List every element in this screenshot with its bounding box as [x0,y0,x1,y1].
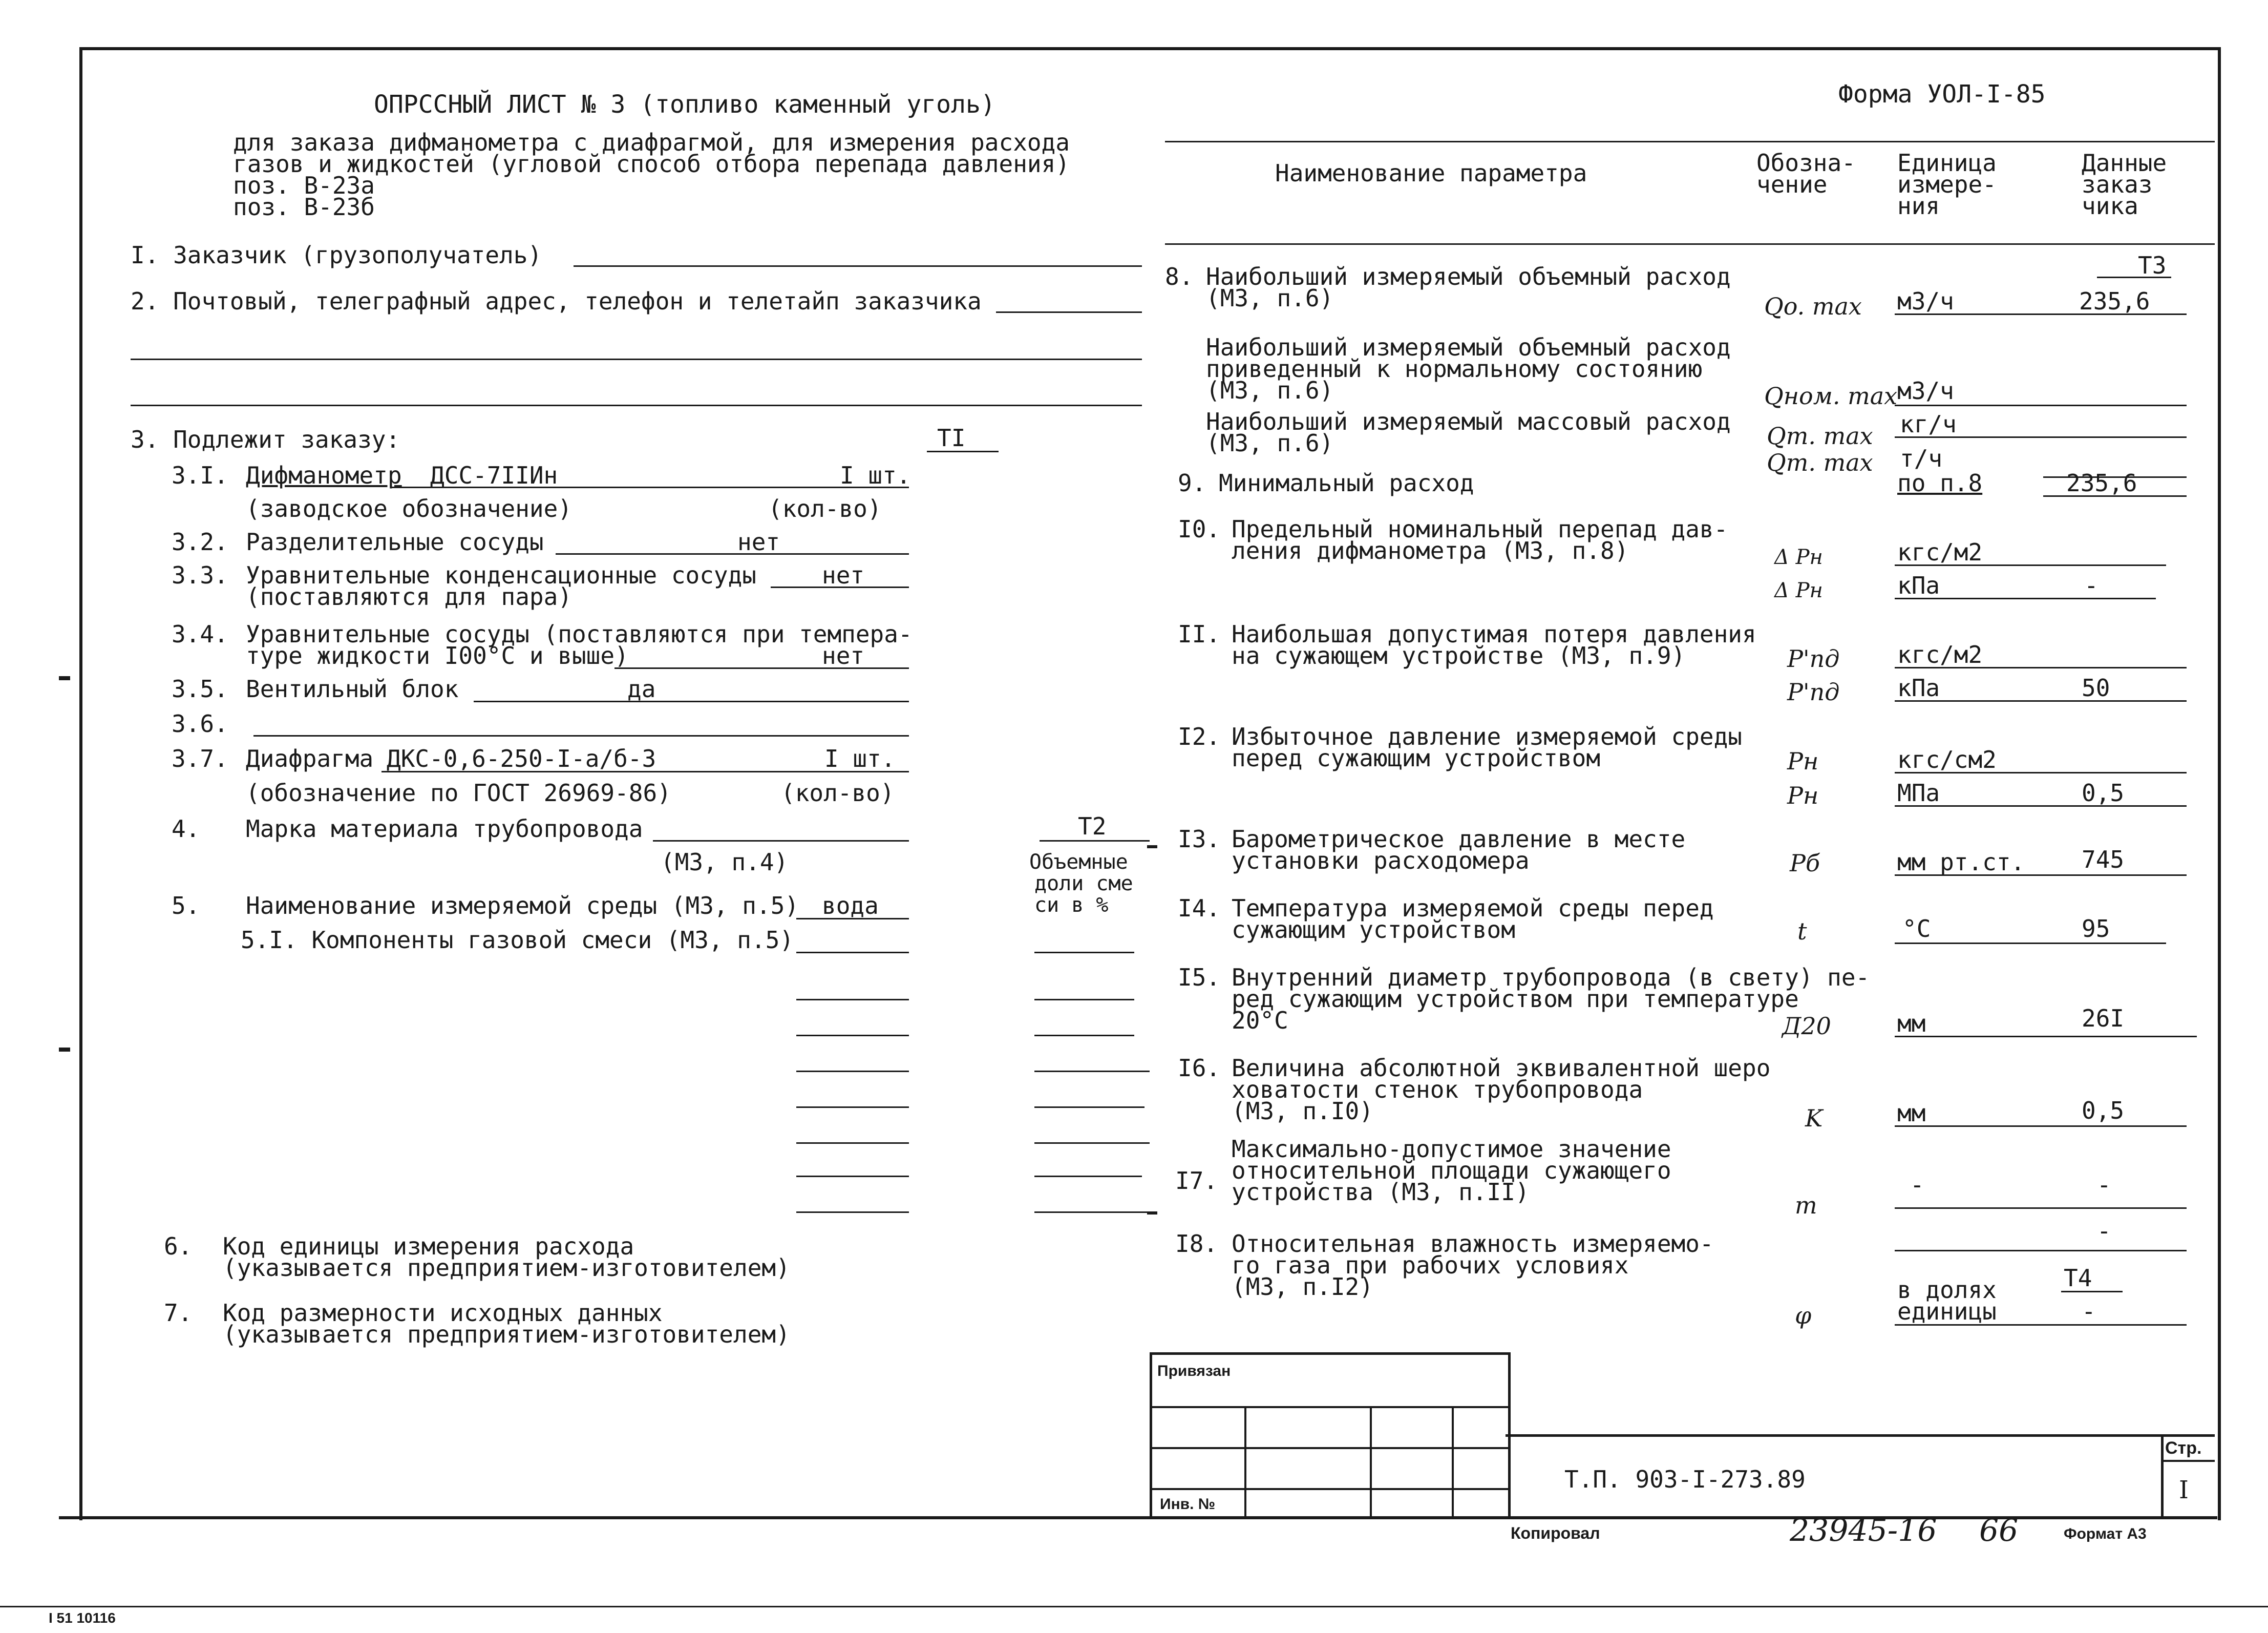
row-16-label-2: ховатости стенок трубопровода [1232,1076,1643,1103]
binding-label: Привязан [1157,1363,1231,1379]
intro-line-1: для заказа дифманометра с диафрагмой, для измерения расхода [233,129,1070,156]
intro-line-3: поз. В-23а [233,172,375,199]
item-3-3-label-1: Уравнительные конденсационные сосуды [246,561,756,589]
row-15-value[interactable]: 26I [2082,1004,2125,1032]
item-4-ref: (МЗ, п.4) [661,848,789,876]
item-3-5-num: 3.5. [172,675,228,703]
row-12-num: I2. [1178,723,1221,750]
header-data-2: заказ [2082,171,2153,198]
header-unit-3: ния [1897,192,1940,220]
item-4-field[interactable] [653,840,909,842]
row-11-symbol-1: P'пд [1787,645,1840,673]
row-15-label-2: ред сужающим устройством при температуре [1232,985,1799,1013]
item-1-field[interactable] [574,265,1142,267]
t3-underline [2097,277,2171,278]
item-5-label: Наименование измеряемой среды (МЗ, п.5) [246,892,799,919]
inventory-label: Инв. № [1160,1496,1216,1513]
row-10-unit-2: кПа [1897,572,1940,599]
item-6-num: 6. [164,1232,193,1260]
row-16-label-1: Величина абсолютной эквивалентной шеро [1232,1054,1771,1082]
t1-underline [927,451,999,452]
item-2-field[interactable] [996,311,1142,313]
item-7-label-1: Код размерности исходных данных [223,1299,663,1327]
item-3-1-value[interactable]: ДСС-7IIИн [430,462,558,489]
row-12-value-2[interactable]: 0,5 [2082,779,2125,807]
item-3-5-underline [474,701,909,702]
t2-marker: Т2 [1078,812,1107,840]
footer-code: I 51 10116 [49,1610,116,1626]
row-17-num: I7. [1175,1167,1218,1195]
row-10-symbol-2: Δ Pн [1774,579,1823,602]
row-17-underline [1895,1207,2187,1209]
item-3-7-underline [381,771,909,772]
row-15-label-3: 20°С [1232,1007,1288,1034]
row-15-symbol: Д20 [1782,1012,1831,1040]
item-7-label-2: (указывается предприятием-изготовителем) [223,1321,790,1348]
row-18-label-1: Относительная влажность измеряемо- [1232,1230,1714,1258]
header-data-3: чика [2082,192,2138,220]
item-5-underline [796,918,909,919]
row-10-underline-2 [1895,598,2156,599]
row-10-field-1[interactable] [1895,564,2166,566]
item-3-6-num: 3.6. [172,710,228,738]
header-param: Наименование параметра [1275,159,1587,187]
row-9-underline [2043,495,2187,497]
gas-fraction-field[interactable] [1034,1142,1150,1144]
header-data-1: Данные [2082,149,2167,177]
title-block-top [1506,1434,2215,1437]
row-17-value[interactable]: - [2097,1171,2111,1199]
row-8-label-2: (МЗ, п.6) [1206,284,1334,312]
t2-underline [1040,840,1150,842]
row-11-value-2[interactable]: 50 [2082,674,2110,702]
item-3-2-value[interactable]: нет [737,528,780,556]
row-8-num: 8. [1165,263,1194,290]
row-16-unit: мм [1897,1099,1926,1127]
row-17-unit: - [1910,1171,1924,1199]
row-18-unit-1: в долях [1897,1276,1997,1304]
row-11-num: II. [1178,620,1221,648]
row-15-unit: мм [1897,1010,1926,1037]
row-8-value[interactable]: 235,6 [2079,287,2150,315]
row-14-value[interactable]: 95 [2082,915,2110,943]
row-8b-label-3: (МЗ, п.6) [1206,376,1334,404]
row-18-rule [1895,1250,2187,1251]
item-3-3-label-2: (поставляются для пара) [246,583,572,611]
item-3-2-label: Разделительные сосуды [246,528,544,556]
page-label: Стр. [2165,1438,2202,1458]
row-10-symbol-1: Δ Pн [1774,546,1823,569]
row-13-underline [1895,874,2187,876]
row-15-underline [1895,1036,2197,1037]
row-9-num: 9. [1178,469,1206,497]
gas-component-field[interactable] [796,1035,909,1036]
gas-component-field[interactable] [796,999,909,1000]
row-18-label-3: (МЗ, п.I2) [1232,1273,1373,1301]
item-3-7-label: Диафрагма [246,745,374,772]
item-3-4-underline [614,667,909,669]
row-12-label-1: Избыточное давление измеряемой среды [1232,723,1742,750]
footer-rule [0,1606,2268,1607]
item-3-1-num: 3.I. [172,462,228,489]
document-number: Т.П. 903-I-273.89 [1564,1465,1806,1493]
item-1-label: I. Заказчик (грузополучатель) [131,241,542,269]
row-13-num: I3. [1178,825,1221,853]
row-11-field-1[interactable] [1895,667,2187,668]
row-10-label-1: Предельный номинальный перепад дав- [1232,515,1728,543]
item-3-5-label: Вентильный блок [246,675,459,703]
row-14-label-2: сужающим устройством [1232,916,1515,944]
t3-marker: Т3 [2138,252,2167,279]
table-header-rule [1165,243,2215,245]
stamp-divider [1370,1406,1372,1516]
item-6-label-2: (указывается предприятием-изготовителем) [223,1254,790,1282]
row-16-num: I6. [1178,1054,1221,1082]
row-12-unit-2: МПа [1897,779,1940,807]
item-2-field-line-2[interactable] [131,359,1142,360]
intro-line-4: поз. В-23б [233,193,375,221]
gas-component-field[interactable] [796,1071,909,1072]
item-2-field-line-3[interactable] [131,405,1142,406]
item-3-3-underline [771,587,909,588]
item-4-num: 4. [172,815,200,843]
item-3-label: 3. Подлежит заказу: [131,426,400,453]
row-10-num: I0. [1178,515,1221,543]
edge-mark [59,1048,70,1052]
row-16-label-3: (МЗ, п.I0) [1232,1097,1373,1125]
item-3-1-sub-b: (кол-во) [768,495,882,522]
t4-marker: Т4 [2064,1264,2092,1292]
row-8c-unit-1: кг/ч [1900,410,1957,438]
row-18-symbol: φ [1795,1302,1812,1329]
row-12-symbol-2: Pн [1787,782,1819,809]
row-8b-field[interactable] [1895,405,2187,406]
row-11-underline-2 [1895,700,2187,702]
row-14-underline [1895,943,2166,944]
header-unit-1: Единица [1897,149,1997,177]
row-8b-unit: м3/ч [1897,377,1954,405]
row-9-label: Минимальный расход [1219,469,1474,497]
item-3-4-num: 3.4. [172,620,228,648]
row-8b-label-1: Наибольший измеряемый объемный расход [1206,333,1731,361]
item-3-6-field[interactable] [253,735,909,737]
row-8c-label-1: Наибольший измеряемый массовый расход [1206,408,1731,435]
row-8c-unit-2: т/ч [1900,445,1943,472]
gas-fraction-field[interactable] [1034,1176,1142,1177]
row-16-value[interactable]: 0,5 [2082,1097,2125,1124]
stamp-divider [1452,1406,1454,1516]
gas-fraction-field[interactable] [1034,952,1134,953]
header-unit-2: измере- [1897,171,1997,198]
row-8-symbol: Qo. max [1764,292,1862,320]
row-8c-symbol-1: Qm. max [1767,422,1873,450]
row-14-unit: °С [1902,915,1931,943]
item-3-7-sub-b: (кол-во) [781,779,895,807]
row-12-unit-1: кгс/см2 [1897,746,1997,773]
row-15-label-1: Внутренний диаметр трубопровода (в свету) пе- [1232,964,1870,991]
form-title: ОПРССНЫЙ ЛИСТ № 3 (топливо каменный уголь) [374,90,995,119]
item-6-label-1: Код единицы измерения расхода [223,1232,634,1260]
item-3-1-sub-a: (заводское обозначение) [246,495,572,522]
edge-mark [1147,845,1157,848]
item-3-5-value[interactable]: да [627,675,656,703]
item-3-7-num: 3.7. [172,745,228,772]
page-box-rule [2161,1460,2215,1462]
row-18-underline [1895,1324,2187,1326]
row-16-underline [1895,1125,2187,1127]
row-8-unit: м3/ч [1897,287,1954,315]
edge-mark [59,676,70,680]
gas-fraction-field[interactable] [1034,999,1134,1000]
item-3-3-num: 3.3. [172,561,228,589]
row-17-label-3: устройства (МЗ, п.II) [1232,1178,1530,1206]
gas-component-field[interactable] [796,952,909,953]
copied-label: Копировал [1511,1524,1600,1542]
page-number: I [2179,1476,2189,1504]
row-12-underline-2 [1895,805,2187,807]
row-11-unit-2: кПа [1897,674,1940,702]
row-17-symbol: m [1795,1191,1817,1219]
row-8b-symbol: Qном. max [1764,382,1898,410]
sheet-number: 66 [1979,1513,2019,1548]
item-3-3-value[interactable]: нет [822,561,865,589]
row-11-label-2: на сужающем устройстве (МЗ, п.9) [1232,642,1686,669]
format-label: Формат А3 [2064,1525,2147,1542]
row-15-num: I5. [1178,964,1221,991]
row-10-unit-1: кгс/м2 [1897,538,1983,566]
row-8c-label-2: (МЗ, п.6) [1206,429,1334,457]
gas-fraction-field[interactable] [1034,1211,1150,1213]
row-14-label-1: Температура измеряемой среды перед [1232,894,1714,922]
gas-fraction-field[interactable] [1034,1106,1144,1108]
item-5-1-label: 5.I. Компоненты газовой смеси (МЗ, п.5) [241,926,794,954]
gas-fraction-field[interactable] [1034,1071,1150,1072]
item-3-2-underline [556,553,909,555]
gas-fraction-field[interactable] [1034,1035,1134,1036]
header-symbol-1: Обозна- [1756,149,1856,177]
item-3-4-label-1: Уравнительные сосуды (поставляются при темпера- [246,620,913,648]
volume-fraction-label-1: Объемные [1029,850,1128,874]
stamp-rule [1150,1488,1508,1490]
row-13-label-2: установки расходомера [1232,847,1530,874]
t1-marker: TI [937,424,966,452]
item-3-4-label-2: туре жидкости I00°С и выше) [246,642,629,669]
item-5-value[interactable]: вода [822,892,879,919]
row-18-unit-2: единицы [1897,1297,1997,1325]
t4-underline [2061,1291,2123,1292]
row-14-symbol: t [1797,917,1807,945]
item-3-4-value[interactable]: нет [822,642,865,669]
row-13-value[interactable]: 745 [2082,846,2125,873]
row-18-label-2: го газа при рабочих условиях [1232,1251,1629,1279]
item-5-num: 5. [172,892,200,919]
intro-line-2: газов и жидкостей (угловой способ отбора перепада давления) [233,150,1070,178]
form-code: Форма УОЛ-I-85 [1838,80,2046,109]
row-8c-symbol-2: Qm. max [1767,449,1873,476]
stamp-rule [1150,1406,1508,1408]
row-16-symbol: K [1805,1104,1823,1132]
volume-fraction-label-2: доли сме [1034,872,1133,895]
gas-component-field[interactable] [796,1106,909,1108]
volume-fraction-label-3: си в % [1034,893,1109,917]
item-7-num: 7. [164,1299,193,1327]
row-9-overline [2043,476,2187,478]
row-11-symbol-2: P'пд [1787,678,1840,706]
row-9-unit: по п.8 [1897,469,1983,497]
row-13-unit: мм рт.ст. [1897,848,2025,876]
row-17-label-1: Максимально-допустимое значение [1232,1135,1671,1163]
row-12-label-2: перед сужающим устройством [1232,744,1601,772]
row-18-value[interactable]: - [2082,1297,2096,1325]
row-18-dash: - [2097,1217,2111,1245]
row-12-field-1[interactable] [1895,772,2187,773]
stamp-divider [1244,1406,1246,1516]
edge-mark [1147,1211,1157,1215]
row-10-label-2: ления дифманометра (МЗ, п.8) [1232,537,1629,564]
row-11-label-1: Наибольшая допустимая потеря давления [1232,620,1756,648]
row-12-symbol-1: Pн [1787,747,1819,775]
item-3-7-sub-a: (обозначение по ГОСТ 26969-86) [246,779,671,807]
row-8-label-1: Наибольший измеряемый объемный расход [1206,263,1731,290]
table-top-rule [1165,141,2215,142]
row-8-underline [1895,313,2187,315]
item-3-2-num: 3.2. [172,528,228,556]
row-10-value-2[interactable]: - [2084,572,2099,599]
stamp-rule [1150,1447,1508,1449]
header-symbol-2: чение [1756,171,1828,198]
gas-component-field[interactable] [796,1211,909,1213]
archive-number: 23945-16 [1790,1513,1937,1548]
item-4-label: Марка материала трубопровода [246,815,643,843]
row-13-label-1: Барометрическое давление в месте [1232,825,1686,853]
row-14-num: I4. [1178,894,1221,922]
row-18-num: I8. [1175,1230,1218,1258]
item-3-7-value[interactable]: ДКС-0,6-250-I-а/б-3 [387,745,656,772]
row-9-value[interactable]: 235,6 [2066,469,2137,497]
item-3-7-qty[interactable]: I шт. [824,745,896,772]
gas-component-field[interactable] [796,1176,909,1177]
item-3-1-label: Дифманометр [246,462,402,489]
row-11-unit-1: кгс/м2 [1897,641,1983,668]
row-8c-field-1[interactable] [1895,436,2187,438]
item-3-1-qty[interactable]: I шт. [840,462,911,489]
row-8b-label-2: приведенный к нормальному состоянию [1206,355,1703,383]
row-13-symbol: Pб [1790,849,1820,877]
item-2-label: 2. Почтовый, телеграфный адрес, телефон и телетайп заказчика [131,287,982,315]
gas-component-field[interactable] [796,1142,909,1144]
row-17-label-2: относительной площади сужающего [1232,1157,1671,1184]
item-3-1-underline [392,487,909,488]
